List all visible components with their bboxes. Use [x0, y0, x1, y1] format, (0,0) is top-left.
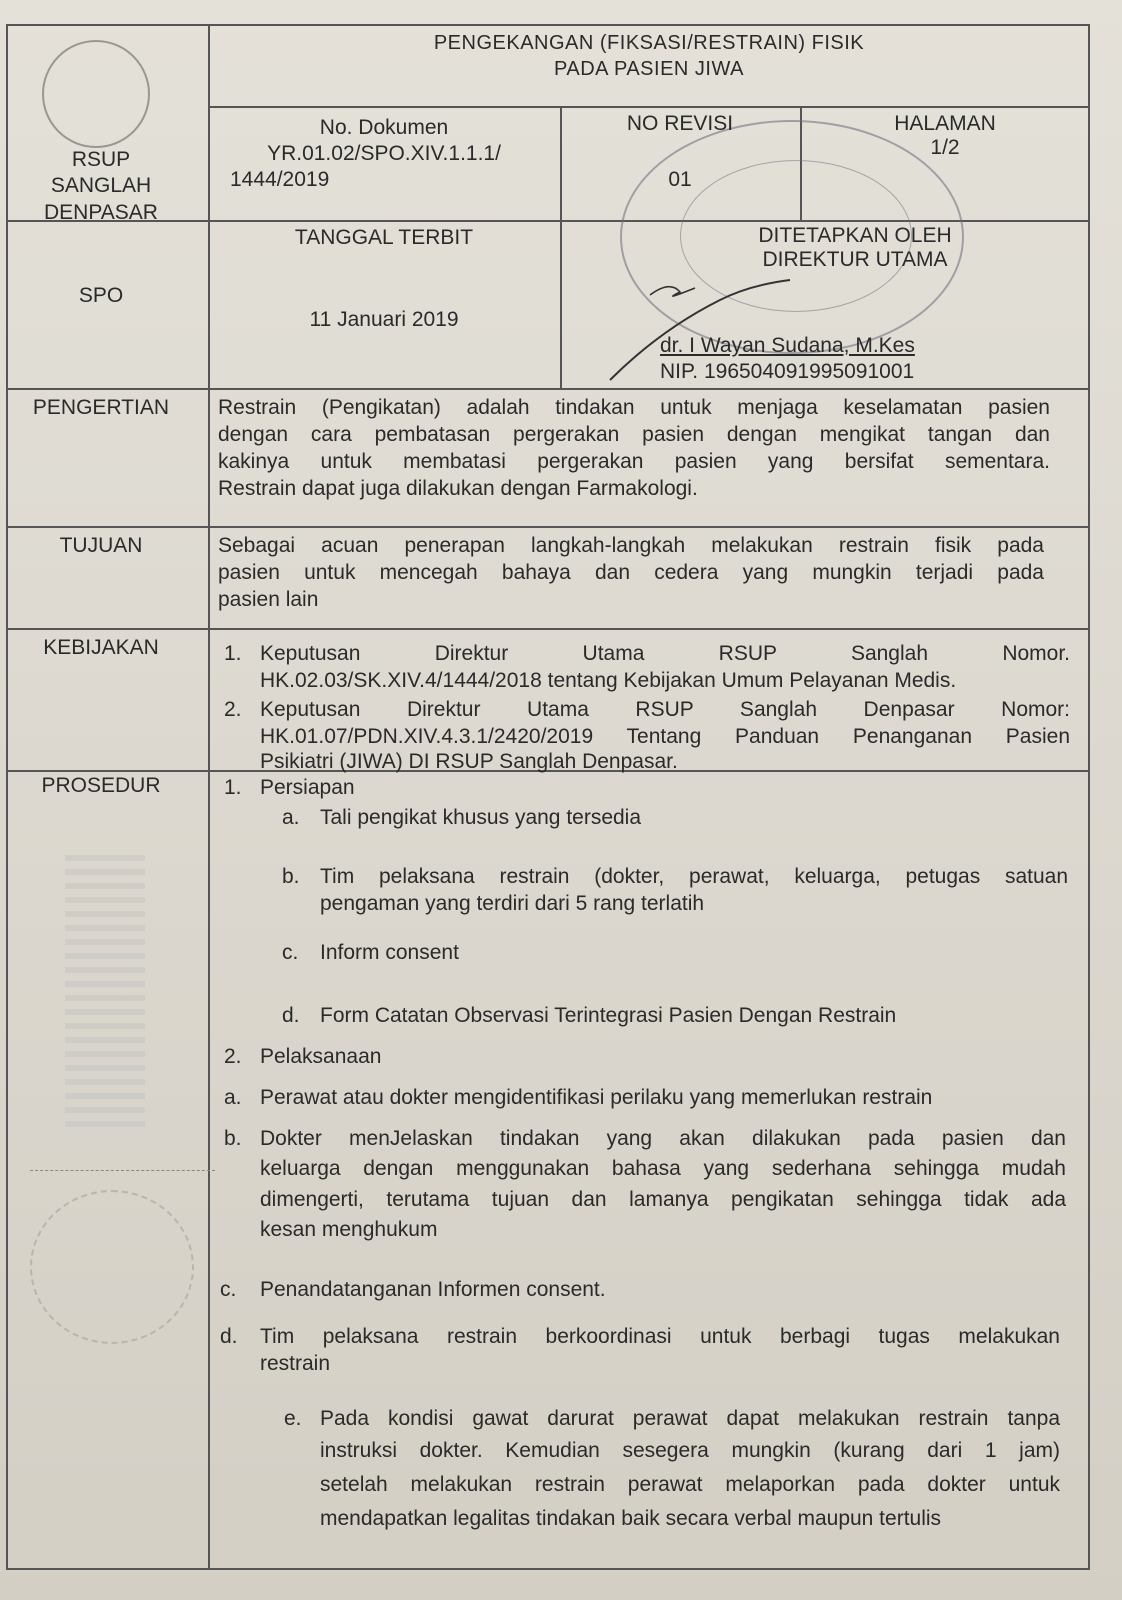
pengertian-line-4: Restrain dapat juga dilakukan dengan Farmakologi.	[218, 477, 698, 500]
persiapan-c-text: Inform consent	[320, 941, 459, 964]
pelaksanaan-e-marker: e.	[284, 1407, 302, 1430]
director-name: dr. I Wayan Sudana, M.Kes	[660, 334, 915, 357]
kebijakan-2-number: 2.	[224, 698, 242, 721]
doc-number-line2: 1444/2019	[230, 168, 330, 191]
hospital-logo	[42, 40, 150, 148]
scan-fold-line	[30, 1170, 215, 1171]
persiapan-a-marker: a.	[282, 806, 300, 829]
hospital-name-line2: SANGLAH	[50, 174, 152, 197]
persiapan-title: Persiapan	[260, 776, 355, 799]
kebijakan-1-line1: Keputusan Direktur Utama RSUP Sanglah Nomor.	[260, 642, 1070, 665]
revision-label: NO REVISI	[626, 112, 734, 135]
director-nip: NIP. 196504091995091001	[660, 360, 915, 383]
issue-date-value: 11 Januari 2019	[309, 308, 459, 331]
hospital-name-line3: DENPASAR	[44, 201, 158, 224]
pelaksanaan-a-marker: a.	[224, 1086, 242, 1109]
pengertian-line-1: Restrain (Pengikatan) adalah tindakan untuk menjaga keselamatan pasien	[218, 396, 1050, 419]
persiapan-b-line2: pengaman yang terdiri dari 5 rang terlatih	[320, 892, 705, 915]
prosedur-label: PROSEDUR	[41, 774, 161, 797]
title-row-divider	[208, 106, 1090, 108]
approved-by-line2: DIREKTUR UTAMA	[762, 248, 948, 271]
pelaksanaan-b-line1: Dokter menJelaskan tindakan yang akan dilakukan pada pasien dan	[260, 1127, 1066, 1150]
persiapan-number: 1.	[224, 776, 242, 799]
kebijakan-1-number: 1.	[224, 642, 242, 665]
pelaksanaan-d-marker: d.	[220, 1325, 238, 1348]
pengertian-line-2: dengan cara pembatasan pergerakan pasien dengan mengikat tangan dan	[218, 423, 1050, 446]
persiapan-b-line1: Tim pelaksana restrain (dokter, perawat, keluarga, petugas satuan	[320, 865, 1068, 888]
faded-stamp-strip	[65, 855, 145, 1135]
doc-title-line1: PENGEKANGAN (FIKSASI/RESTRAIN) FISIK	[433, 32, 865, 54]
pelaksanaan-e-line2: instruksi dokter. Kemudian sesegera mungkin (kurang dari 1 jam)	[320, 1439, 1060, 1462]
pelaksanaan-title: Pelaksanaan	[260, 1045, 382, 1068]
pelaksanaan-b-marker: b.	[224, 1127, 242, 1150]
persiapan-d-text: Form Catatan Observasi Terintegrasi Pasien Dengan Restrain	[320, 1004, 897, 1027]
page-label: HALAMAN	[894, 112, 996, 135]
pengertian-bottom-divider	[6, 526, 1090, 528]
revision-value: 01	[668, 168, 692, 191]
pengertian-line-3: kakinya untuk membatasi pergerakan pasien yang bersifat sementara.	[218, 450, 1050, 473]
approved-by-line1: DITETAPKAN OLEH	[758, 224, 952, 247]
pelaksanaan-c-marker: c.	[220, 1278, 237, 1301]
tujuan-bottom-divider	[6, 628, 1090, 630]
tujuan-label: TUJUAN	[59, 534, 143, 557]
page-value: 1/2	[930, 136, 960, 159]
pelaksanaan-e-line1: Pada kondisi gawat darurat perawat dapat melakukan restrain tanpa	[320, 1407, 1060, 1430]
issue-date-label: TANGGAL TERBIT	[294, 226, 474, 249]
persiapan-a-text: Tali pengikat khusus yang tersedia	[320, 806, 642, 829]
kebijakan-1-line2: HK.02.03/SK.XIV.4/1444/2018 tentang Kebijakan Umum Pelayanan Medis.	[260, 669, 957, 692]
persiapan-b-marker: b.	[282, 865, 300, 888]
spo-label: SPO	[78, 284, 124, 307]
pelaksanaan-b-line3: dimengerti, terutama tujuan dan lamanya pengikatan sehingga tidak ada	[260, 1188, 1066, 1211]
pelaksanaan-d-line2: restrain	[260, 1352, 331, 1375]
kebijakan-label: KEBIJAKAN	[43, 636, 159, 659]
tujuan-line-1: Sebagai acuan penerapan langkah-langkah melakukan restrain fisik pada	[218, 534, 1044, 557]
left-column-divider	[208, 24, 210, 1570]
kebijakan-2-line1: Keputusan Direktur Utama RSUP Sanglah Denpasar Nomor:	[260, 698, 1070, 721]
pelaksanaan-b-line4: kesan menghukum	[260, 1218, 438, 1241]
doc-title-line2: PADA PASIEN JIWA	[554, 58, 744, 80]
kebijakan-2-line3: Psikiatri (JIWA) DI RSUP Sanglah Denpasar.	[260, 750, 678, 773]
pelaksanaan-d-line1: Tim pelaksana restrain berkoordinasi untuk berbagi tugas melakukan	[260, 1325, 1060, 1348]
persiapan-d-marker: d.	[282, 1004, 300, 1027]
faded-seal	[30, 1190, 194, 1344]
pelaksanaan-a-text: Perawat atau dokter mengidentifikasi perilaku yang memerlukan restrain	[260, 1086, 933, 1109]
pelaksanaan-e-line3: setelah melakukan restrain perawat melaporkan pada dokter untuk	[320, 1473, 1060, 1496]
pelaksanaan-e-line4: mendapatkan legalitas tindakan baik secara verbal maupun tertulis	[320, 1507, 942, 1530]
pelaksanaan-b-line2: keluarga dengan menggunakan bahasa yang sederhana sehingga mudah	[260, 1157, 1066, 1180]
kebijakan-2-line2: HK.01.07/PDN.XIV.4.3.1/2420/2019 Tentang Panduan Penanganan Pasien	[260, 725, 1070, 748]
pengertian-label: PENGERTIAN	[32, 396, 170, 419]
header-bottom-divider	[6, 388, 1090, 390]
doc-number-line1: YR.01.02/SPO.XIV.1.1.1/	[267, 142, 501, 165]
pelaksanaan-number: 2.	[224, 1045, 242, 1068]
tujuan-line-3: pasien lain	[218, 588, 319, 611]
tujuan-line-2: pasien untuk mencegah bahaya dan cedera yang mungkin terjadi pada	[218, 561, 1044, 584]
persiapan-c-marker: c.	[282, 941, 299, 964]
hospital-name-line1: RSUP	[71, 148, 131, 171]
pelaksanaan-c-text: Penandatanganan Informen consent.	[260, 1278, 606, 1301]
doc-number-label: No. Dokumen	[319, 116, 449, 139]
